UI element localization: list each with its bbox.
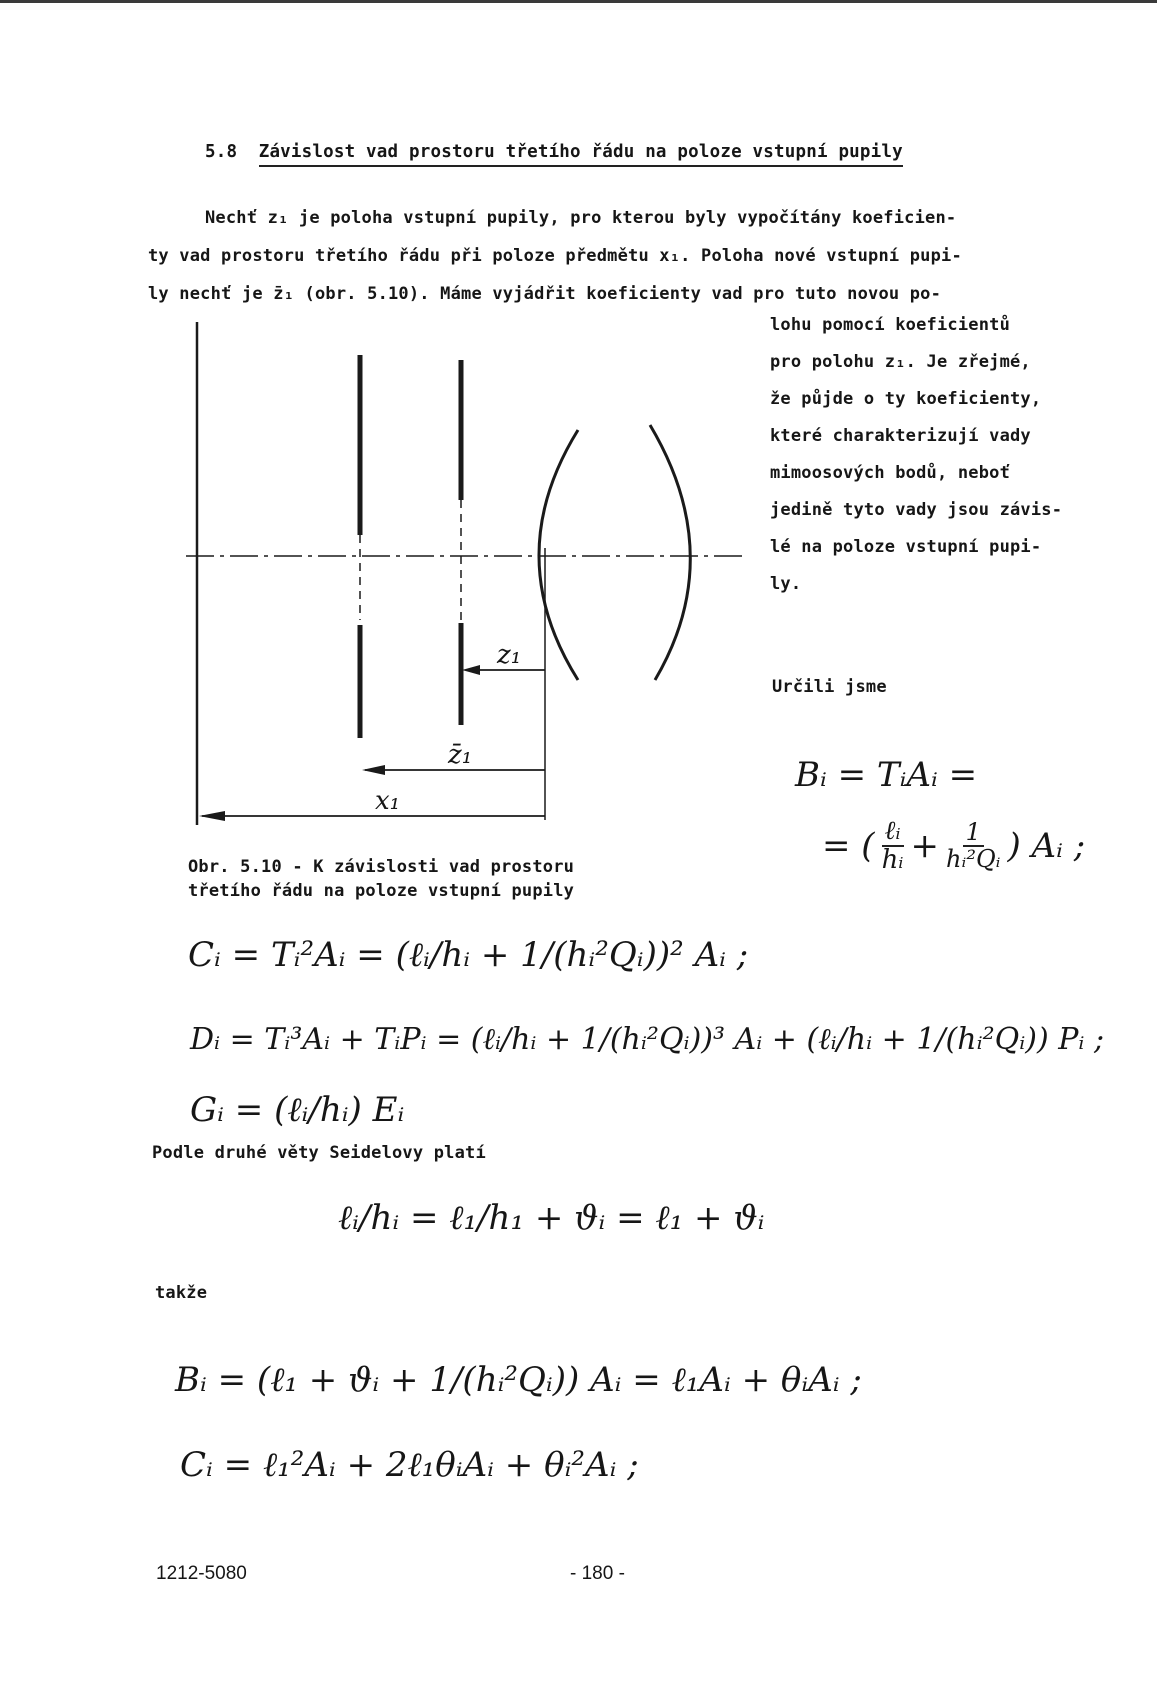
figure-caption-line-1: Obr. 5.10 - K závislosti vad prostoru bbox=[188, 857, 575, 877]
equation-B-line2 bbox=[822, 818, 1085, 875]
eq-bracket-close: ) Aᵢ ; bbox=[1007, 826, 1086, 867]
eq-plus: + bbox=[910, 826, 940, 867]
side-line: lohu pomocí koeficientů bbox=[770, 315, 1011, 335]
footer-page-number: - 180 - bbox=[570, 1563, 625, 1584]
z1bar-arrowhead bbox=[362, 765, 385, 775]
side-line: které charakterizují vady bbox=[770, 426, 1031, 446]
x1-arrowhead bbox=[199, 811, 225, 821]
intro-line-3: ly nechť je z̄₁ (obr. 5.10). Máme vyjádřit koeficienty vad pro tuto novou po- bbox=[148, 284, 942, 304]
fraction-denominator: hᵢ bbox=[881, 845, 904, 876]
determined-label: Určili jsme bbox=[772, 677, 887, 697]
seidel-text: Podle druhé věty Seidelovy platí bbox=[152, 1143, 486, 1163]
label-x1: x₁ bbox=[375, 786, 401, 816]
footer-code: 1212-5080 bbox=[156, 1563, 247, 1584]
equation-G: Gᵢ = (ℓᵢ/hᵢ) Eᵢ bbox=[190, 1090, 405, 1130]
equation-seidel: ℓᵢ/hᵢ = ℓ₁/h₁ + ϑᵢ = ℓ₁ + ϑᵢ bbox=[338, 1198, 765, 1238]
side-line: mimoosových bodů, neboť bbox=[770, 463, 1011, 483]
fraction-denominator: hᵢ²Qᵢ bbox=[946, 845, 1001, 874]
side-line: lé na poloze vstupní pupi- bbox=[770, 537, 1042, 557]
label-z1bar: z̄₁ bbox=[448, 740, 473, 770]
intro-line-1: Nechť z₁ je poloha vstupní pupily, pro kterou byly vypočítány koeficien- bbox=[205, 208, 957, 228]
label-z1: z₁ bbox=[497, 640, 522, 670]
section-title: Závislost vad prostoru třetího řádu na poloze vstupní pupily bbox=[259, 142, 903, 167]
fraction-numerator: ℓᵢ bbox=[882, 818, 904, 847]
section-number: 5.8 bbox=[205, 142, 238, 162]
fraction-l-over-h bbox=[879, 818, 907, 875]
equation-D: Dᵢ = Tᵢ³Aᵢ + TᵢPᵢ = (ℓᵢ/hᵢ + 1/(hᵢ²Qᵢ))³ Aᵢ + (ℓᵢ/hᵢ + 1/(hᵢ²Qᵢ)) Pᵢ ; bbox=[190, 1022, 1105, 1057]
z1-arrowhead bbox=[462, 665, 480, 675]
takze-label: takže bbox=[155, 1283, 208, 1303]
side-line: že půjde o ty koeficienty, bbox=[770, 389, 1042, 409]
equation-B2: Bᵢ = (ℓ₁ + ϑᵢ + 1/(hᵢ²Qᵢ)) Aᵢ = ℓ₁Aᵢ + θᵢAᵢ ; bbox=[175, 1360, 862, 1400]
eq-bracket-open: = ( bbox=[822, 826, 875, 867]
fraction-one-over-h2q bbox=[943, 820, 1003, 872]
side-line: ly. bbox=[770, 574, 802, 594]
lens-right-surface bbox=[650, 425, 690, 680]
side-line: jedině tyto vady jsou závis- bbox=[770, 500, 1063, 520]
fraction-numerator: 1 bbox=[963, 820, 984, 847]
intro-line-2: ty vad prostoru třetího řádu při poloze předmětu x₁. Poloha nové vstupní pupi- bbox=[148, 246, 962, 266]
figure-caption-line-2: třetího řádu na poloze vstupní pupily bbox=[188, 881, 575, 901]
equation-C2: Cᵢ = ℓ₁²Aᵢ + 2ℓ₁θᵢAᵢ + θᵢ²Aᵢ ; bbox=[180, 1445, 639, 1485]
equation-B-line1: Bᵢ = TᵢAᵢ = bbox=[795, 755, 978, 795]
equation-C: Cᵢ = Tᵢ²Aᵢ = (ℓᵢ/hᵢ + 1/(hᵢ²Qᵢ))² Aᵢ ; bbox=[188, 935, 749, 975]
side-line: pro polohu z₁. Je zřejmé, bbox=[770, 352, 1031, 372]
